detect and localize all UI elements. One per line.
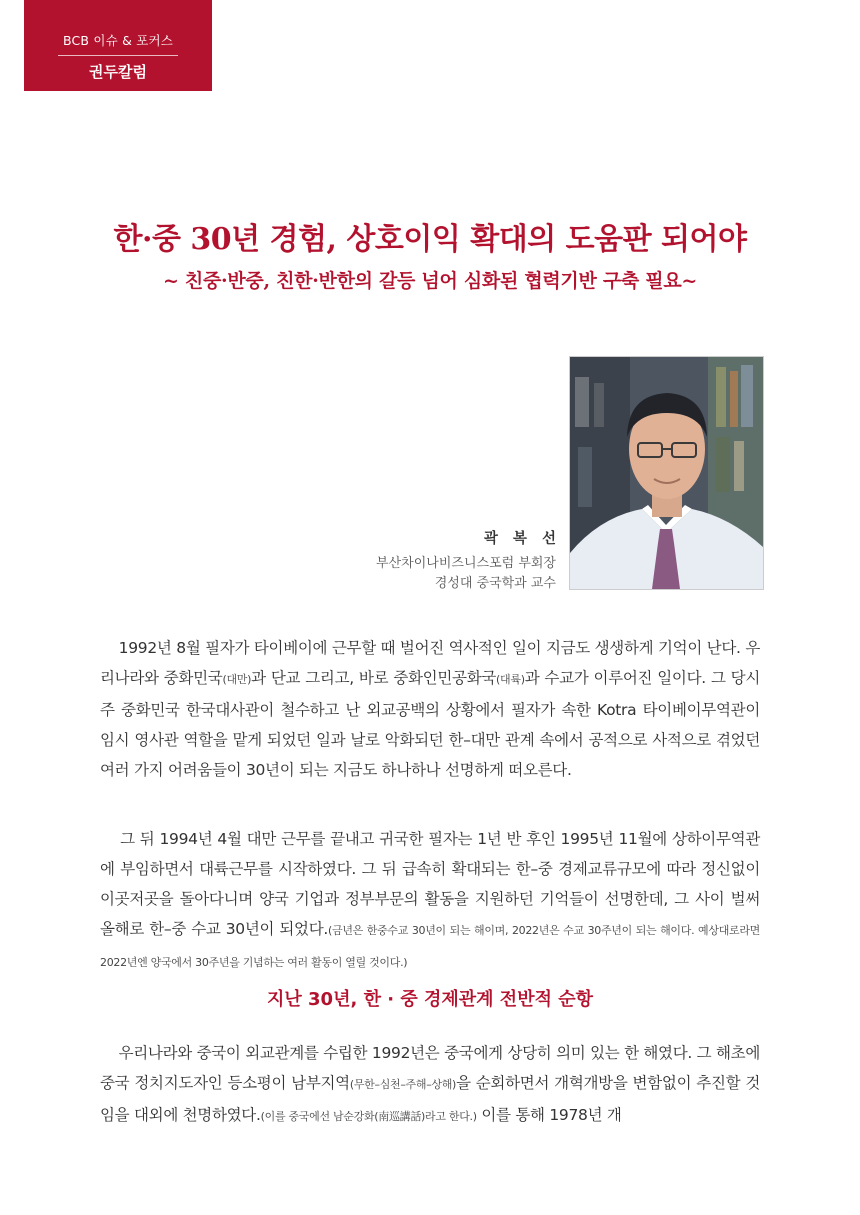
author-role-2: 경성대 중국학과 교수 [434,576,556,591]
article-title: 한·중 30년 경험, 상호이익 확대의 도움판 되어야 [113,222,747,257]
category-tag [24,0,212,91]
paragraph-2: 그 뒤 1994년 4월 대만 근무를 끝내고 귀국한 필자는 1년 반 후인 1995년 11월에 상하이무역관에 부임하면서 대륙근무를 시작하였다. 그 뒤 급속히 확대되는 한–중 경제교류규모에 따라 정신없이 이곳저곳을 돌아다니며 양국 기업과 정부부문의 활동을 지원하던 기억들이 선명한데, 그 사이 벌써 올해로 한–중 수교 30년이 되었다.(금년은 한중수교 30년이 되는 해이며, 2022년은 수교 30주년이 되는 해이다. 예상대로라면 2022년엔 양국에서 30주년을 기념하는 여러 활동이 열릴 것이다.) [100,830,760,969]
section-heading: 지난 30년, 한 · 중 경제관계 전반적 순항 [266,989,594,1010]
author-info [376,527,561,594]
author-role [376,554,556,594]
author-photo [569,356,764,590]
author-name: 곽 복 선 [483,531,561,547]
portrait-illustration [570,357,763,589]
paragraph-3: 우리나라와 중국이 외교관계를 수립한 1992년은 중국에게 상당히 의미 있는 한 해였다. 그 해초에 중국 정치지도자인 등소평이 남부지역(무한–심천–주해–상해)을 순회하면서 개혁개방을 변함없이 추진할 것임을 대외에 천명하였다.(이를 중국에선 남순강화(南巡講話)라고 한다.) 이를 통해 1978년 개 [100,1044,760,1124]
tag-divider [58,55,178,56]
series-label: BCB 이슈 & 포커스 [62,33,174,48]
author-role-1: 부산차이나비즈니스포럼 부회장 [376,556,556,571]
column-label: 권두칼럼 [89,63,147,81]
article-subtitle: ~ 친중·반중, 친한·반한의 갈등 넘어 심화된 협력기반 구축 필요~ [163,270,697,292]
paragraph-1: 1992년 8월 필자가 타이베이에 근무할 때 벌어진 역사적인 일이 지금도 생생하게 기억이 난다. 우리나라와 중화민국(대만)과 단교 그리고, 바로 중화인민공화국(대륙)과 수교가 이루어진 일이다. 그 당시 주 중화민국 한국대사관이 철수하고 난 외교공백의 상황에서 필자가 속한 Kotra 타이베이무역관이 임시 영사관 역할을 맡게 되었던 일과 날로 악화되던 한–대만 관계 속에서 공적으로 사적으로 겪었던 여러 가지 어려움들이 30년이 되는 지금도 하나하나 선명하게 떠오른다. [100,639,761,779]
